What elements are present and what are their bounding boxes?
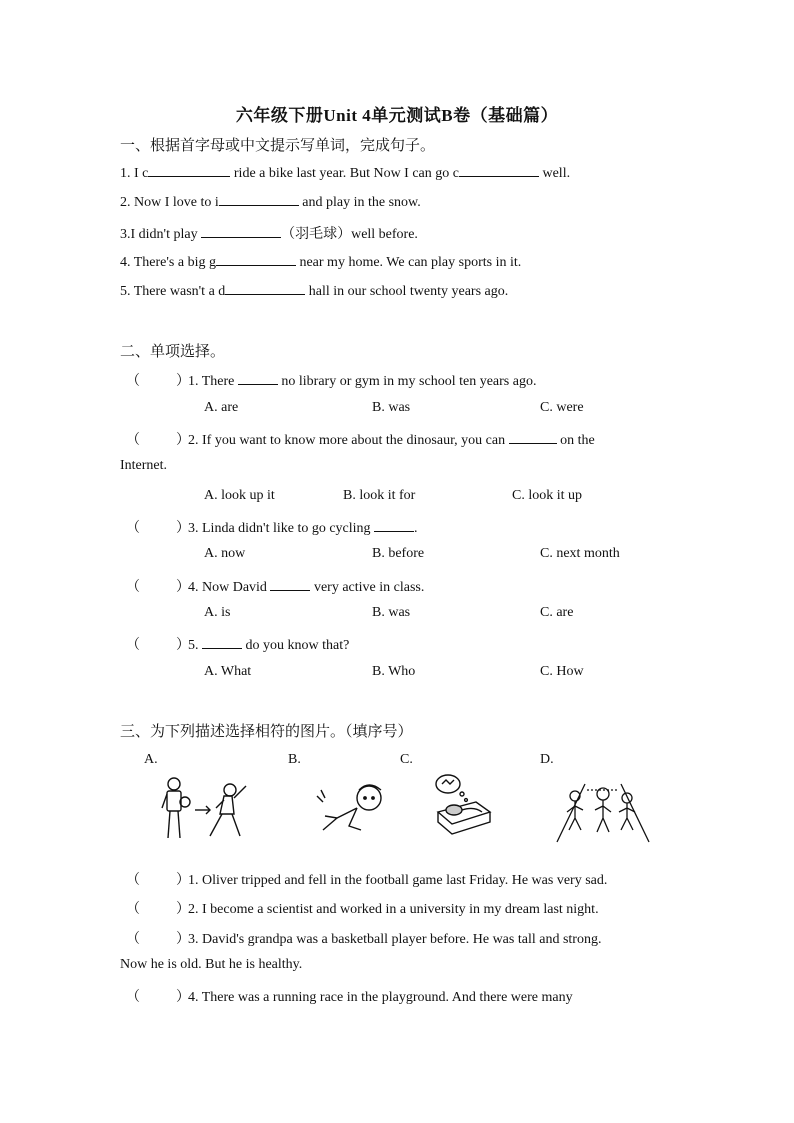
- s3-item-2-text: 2. I become a scientist and worked in a university in my dream last night.: [188, 902, 599, 917]
- section1-heading: 一、根据首字母或中文提示写单词，完成句子。: [120, 136, 436, 154]
- s2-q3-text-a: 3. Linda didn't like to go cycling: [188, 521, 375, 536]
- answer-paren-close: ）: [176, 580, 190, 595]
- s2-q4-option-a[interactable]: A. is: [204, 605, 231, 620]
- answer-blank[interactable]: [216, 253, 296, 266]
- s2-question-1: [126, 370, 536, 390]
- answer-blank[interactable]: [270, 578, 310, 591]
- s2-q2-option-a[interactable]: A. look up it: [204, 488, 275, 503]
- answer-paren-open[interactable]: （: [126, 990, 140, 1005]
- s1-item-2: [120, 193, 421, 211]
- s2-q3-option-a[interactable]: A. now: [204, 546, 246, 561]
- picture-label-c: C.: [400, 752, 413, 767]
- s1-item-4-text-b: near my home. We can play sports in it.: [295, 255, 522, 270]
- answer-paren-open[interactable]: （: [126, 638, 140, 653]
- s1-item-1-text-b: ride a bike last year. But Now I can go c: [230, 166, 459, 181]
- answer-paren-open[interactable]: （: [126, 902, 140, 917]
- s1-item-5: [120, 282, 508, 300]
- s3-item-2: [126, 898, 599, 918]
- answer-blank[interactable]: [509, 431, 557, 444]
- s2-question-3: [126, 517, 418, 537]
- answer-paren-open[interactable]: （: [126, 374, 140, 389]
- section2-heading: 二、单项选择。: [120, 342, 226, 360]
- answer-paren-close: ）: [176, 638, 190, 653]
- s2-q2-text-b: on the: [556, 433, 595, 448]
- answer-blank[interactable]: [374, 519, 414, 532]
- s3-item-1: [126, 869, 607, 889]
- s2-q4-option-c[interactable]: C. are: [540, 605, 574, 620]
- picture-d-running-race: [555, 776, 651, 844]
- section3-heading: 三、为下列描述选择相符的图片。（填序号）: [120, 722, 413, 740]
- s2-q3-option-b[interactable]: B. before: [372, 546, 425, 561]
- answer-paren-open[interactable]: （: [126, 521, 140, 536]
- answer-blank[interactable]: [459, 164, 539, 177]
- s2-q1-text-b: no library or gym in my school ten years ago.: [277, 374, 537, 389]
- s1-item-4: [120, 253, 521, 271]
- s1-item-5-text-a: 5. There wasn't a d: [120, 284, 226, 299]
- s2-q2-continuation: Internet.: [120, 458, 168, 473]
- s3-item-3: [126, 928, 601, 948]
- answer-paren-close: ）: [176, 433, 190, 448]
- answer-paren-open[interactable]: （: [126, 873, 140, 888]
- s2-question-2: [126, 429, 595, 449]
- s1-item-3: [120, 223, 418, 243]
- picture-label-b: B.: [288, 752, 301, 767]
- s1-item-3-text-a: 3.I didn't play: [120, 227, 202, 242]
- s1-item-1-text-c: well.: [538, 166, 571, 181]
- s2-q1-option-a[interactable]: A. are: [204, 400, 239, 415]
- picture-label-d: D.: [540, 752, 554, 767]
- answer-paren-open[interactable]: （: [126, 580, 140, 595]
- answer-paren-close: ）: [176, 902, 190, 917]
- s2-q3-option-c[interactable]: C. next month: [540, 546, 620, 561]
- s2-q4-text-a: 4. Now David: [188, 580, 271, 595]
- s3-item-4-text: 4. There was a running race in the playground. And there were many: [188, 990, 573, 1005]
- s1-item-3-text-b: （羽毛球）well before.: [281, 227, 418, 242]
- s1-item-2-text-a: 2. Now I love to i: [120, 195, 219, 210]
- answer-paren-close: ）: [176, 521, 190, 536]
- picture-a-old-man-exercise: [160, 774, 254, 844]
- answer-paren-close: ）: [176, 932, 190, 947]
- s2-q5-option-a[interactable]: A. What: [204, 664, 252, 679]
- s2-q1-option-b[interactable]: B. was: [372, 400, 411, 415]
- answer-paren-close: ）: [176, 873, 190, 888]
- answer-blank[interactable]: [202, 636, 242, 649]
- answer-blank[interactable]: [219, 193, 299, 206]
- answer-blank[interactable]: [225, 282, 305, 295]
- answer-paren-close: ）: [176, 990, 190, 1005]
- s2-q3-text-b: .: [414, 521, 418, 536]
- s2-q1-text-a: 1. There: [188, 374, 238, 389]
- s2-q2-option-c[interactable]: C. look it up: [512, 488, 583, 503]
- s1-item-4-text-a: 4. There's a big g: [120, 255, 216, 270]
- s1-item-1: [120, 164, 570, 182]
- answer-paren-open[interactable]: （: [126, 433, 140, 448]
- s3-item-3-text: 3. David's grandpa was a basketball player before. He was tall and strong.: [188, 932, 602, 947]
- s2-q5-text-a: 5.: [188, 638, 202, 653]
- answer-blank[interactable]: [238, 372, 278, 385]
- s2-question-4: [126, 576, 424, 596]
- s1-item-5-text-b: hall in our school twenty years ago.: [305, 284, 509, 299]
- picture-c-dreaming-in-bed: [432, 772, 494, 836]
- s3-item-3-continuation: Now he is old. But he is healthy.: [120, 957, 303, 972]
- s2-q4-option-b[interactable]: B. was: [372, 605, 411, 620]
- s2-q5-text-b: do you know that?: [242, 638, 350, 653]
- s3-item-4: [126, 986, 573, 1006]
- s2-q4-text-b: very active in class.: [310, 580, 425, 595]
- answer-blank[interactable]: [201, 225, 281, 238]
- s2-question-5: [126, 634, 349, 654]
- page-title: 六年级下册Unit 4单元测试B卷（基础篇）: [235, 106, 559, 125]
- picture-label-a: A.: [144, 752, 158, 767]
- s2-q5-option-b[interactable]: B. Who: [372, 664, 416, 679]
- s1-item-1-text-a: 1. I c: [120, 166, 149, 181]
- s2-q5-option-c[interactable]: C. How: [540, 664, 584, 679]
- answer-paren-open[interactable]: （: [126, 932, 140, 947]
- picture-b-boy-falling: [313, 776, 393, 836]
- s1-item-2-text-b: and play in the snow.: [298, 195, 421, 210]
- answer-blank[interactable]: [148, 164, 230, 177]
- answer-paren-close: ）: [176, 374, 190, 389]
- s2-q1-option-c[interactable]: C. were: [540, 400, 584, 415]
- s2-q2-option-b[interactable]: B. look it for: [343, 488, 416, 503]
- s3-item-1-text: 1. Oliver tripped and fell in the football game last Friday. He was very sad.: [188, 873, 608, 888]
- s2-q2-text-a: 2. If you want to know more about the dinosaur, you can: [188, 433, 509, 448]
